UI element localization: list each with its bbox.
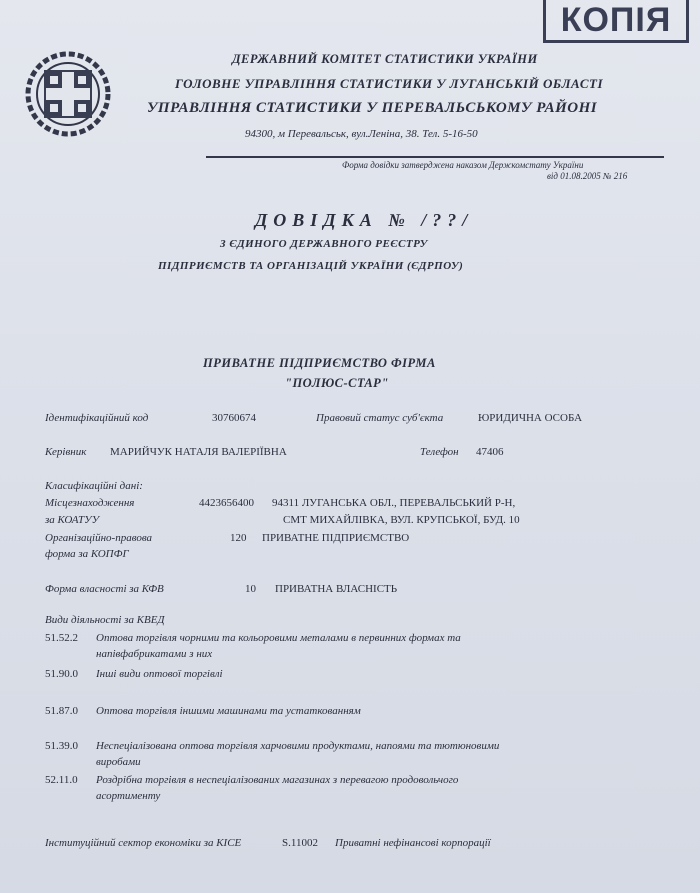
activity-desc: Оптова торгівля іншими машинами та устаткованням <box>96 705 361 717</box>
activity-desc-cont: виробами <box>96 756 141 768</box>
sector-code: S.11002 <box>282 837 318 849</box>
header-district-department: УПРАВЛІННЯ СТАТИСТИКИ У ПЕРЕВАЛЬСЬКОМУ РАЙОНІ <box>147 100 598 116</box>
company-name: "ПОЛЮС-СТАР" <box>285 376 389 390</box>
address-line-2: СМТ МИХАЙЛІВКА, ВУЛ. КРУПСЬКОЇ, БУД. 10 <box>283 514 520 526</box>
activities-title: Види діяльності за КВЕД <box>45 614 165 626</box>
koatuu-code: 4423656400 <box>199 497 254 509</box>
certificate-title: ДОВІДКА № /??/ <box>255 210 474 230</box>
legal-status-label: Правовий статус суб'єкта <box>316 412 444 424</box>
header-main-department: ГОЛОВНЕ УПРАВЛІННЯ СТАТИСТИКИ У ЛУГАНСЬКІЙ ОБЛАСТІ <box>175 76 604 91</box>
copy-stamp: КОПІЯ <box>543 0 689 43</box>
activity-desc-cont: напівфабрикатами з них <box>96 648 213 660</box>
statistics-emblem-icon <box>22 48 114 140</box>
activity-desc: Інші види оптової торгівлі <box>96 668 223 680</box>
certificate-subtitle-1: З ЄДИНОГО ДЕРЖАВНОГО РЕЄСТРУ <box>220 238 428 250</box>
org-form-label-2: форма за КОПФГ <box>45 548 129 560</box>
address-line-1: 94311 ЛУГАНСЬКА ОБЛ., ПЕРЕВАЛЬСЬКИЙ Р-Н, <box>272 497 516 509</box>
org-form-value: ПРИВАТНЕ ПІДПРИЄМСТВО <box>262 532 410 544</box>
activity-code: 51.39.0 <box>45 740 78 752</box>
ownership-code: 10 <box>245 583 256 595</box>
location-label-1: Місцезнаходження <box>45 497 135 509</box>
header-address: 94300, м Перевальськ, вул.Леніна, 38. Тел. 5-16-50 <box>245 128 478 140</box>
activity-desc-cont: асортименту <box>96 790 161 802</box>
activity-code: 51.52.2 <box>45 632 78 644</box>
org-form-label-1: Організаційно-правова <box>45 532 153 544</box>
activity-code: 51.87.0 <box>45 705 78 717</box>
phone-value: 47406 <box>476 446 504 458</box>
activity-desc: Оптова торгівля чорними та кольоровими металами в первинних формах та <box>96 632 461 644</box>
location-label-2: за КОАТУУ <box>45 514 99 526</box>
header-committee: ДЕРЖАВНИЙ КОМІТЕТ СТАТИСТИКИ УКРАЇНИ <box>232 52 538 66</box>
activity-code: 51.90.0 <box>45 668 78 680</box>
id-code-value: 30760674 <box>212 412 256 424</box>
header-divider <box>206 156 664 158</box>
org-form-code: 120 <box>230 532 247 544</box>
ownership-label: Форма власності за КФВ <box>45 583 164 595</box>
sector-label: Інституційний сектор економіки за КІСЕ <box>45 837 242 849</box>
id-code-label: Ідентифікаційний код <box>45 412 149 424</box>
phone-label: Телефон <box>420 446 459 458</box>
director-value: МАРИЙЧУК НАТАЛЯ ВАЛЕРІЇВНА <box>110 446 287 458</box>
activity-code: 52.11.0 <box>45 774 78 786</box>
activity-desc: Неспеціалізована оптова торгівля харчовими продуктами, напоями та тютюновими <box>96 740 500 752</box>
sector-value: Приватні нефінансові корпорації <box>335 837 491 849</box>
director-label: Керівник <box>45 446 87 458</box>
company-type: ПРИВАТНЕ ПІДПРИЄМСТВО ФІРМА <box>203 356 436 370</box>
ownership-value: ПРИВАТНА ВЛАСНІСТЬ <box>275 583 398 595</box>
classification-title: Класифікаційні дані: <box>45 480 143 492</box>
activity-desc: Роздрібна торгівля в неспеціалізованих магазинах з перевагою продовольчого <box>96 774 459 786</box>
form-approval-note: Форма довідки затверджена наказом Держкомстату України <box>342 160 584 170</box>
legal-status-value: ЮРИДИЧНА ОСОБА <box>478 412 583 424</box>
form-approval-date: від 01.08.2005 № 216 <box>547 171 628 181</box>
certificate-subtitle-2: ПІДПРИЄМСТВ ТА ОРГАНІЗАЦІЙ УКРАЇНИ (ЄДРПОУ) <box>158 260 464 272</box>
